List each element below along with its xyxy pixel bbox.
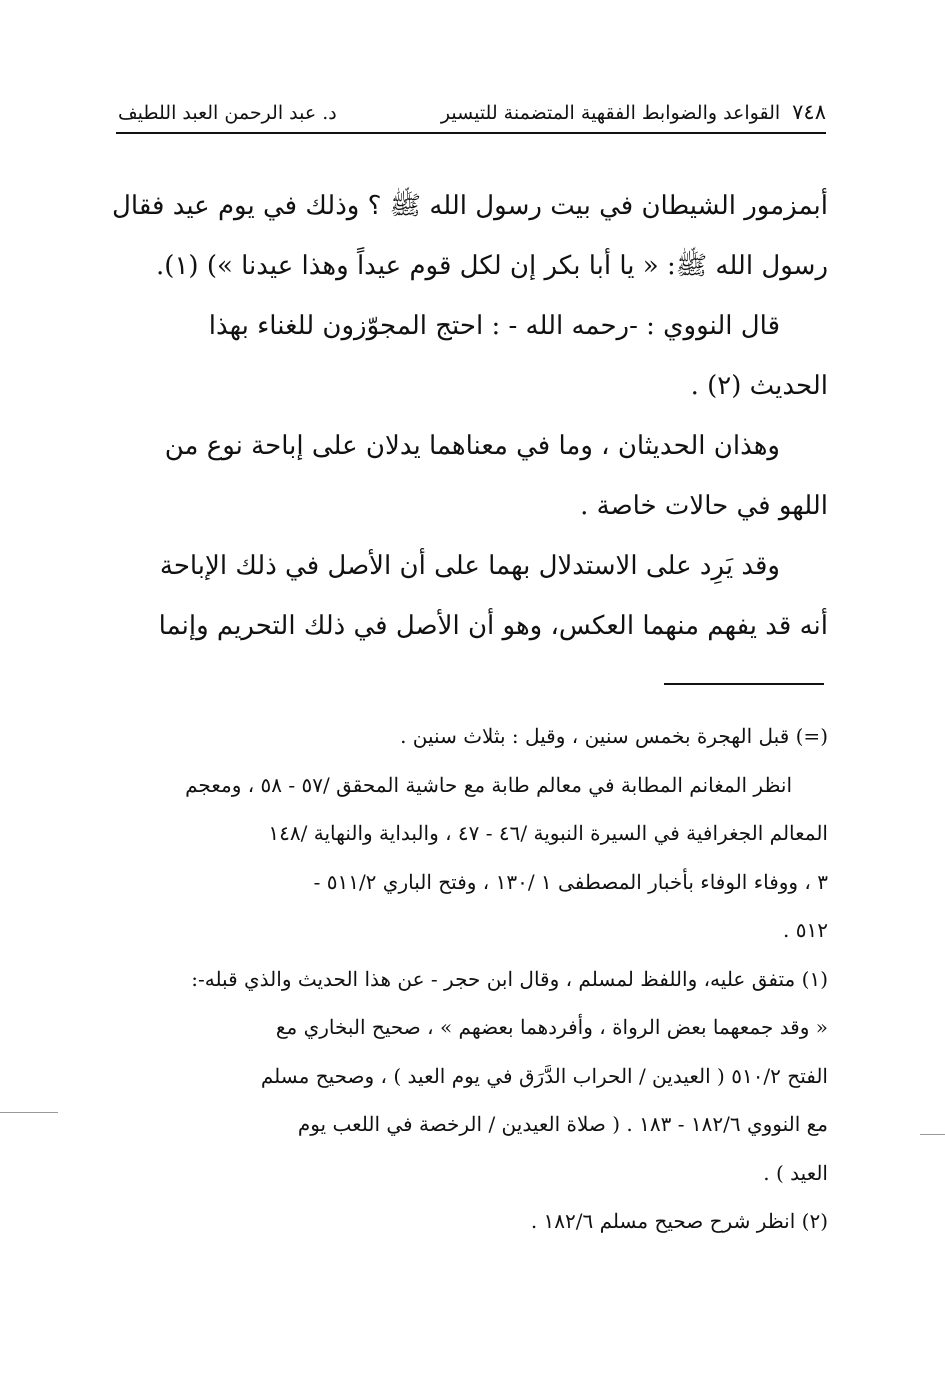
footnotes <box>112 712 828 1246</box>
footnote-line: (=) قبل الهجرة بخمس سنين ، وقيل : بثلاث سنين . <box>400 724 828 748</box>
footnote-line: ٥١٢ . <box>783 918 828 942</box>
footnote-line: « وقد جمعهما بعض الرواة ، وأفردهما بعضهم » ، صحيح البخاري مع <box>275 1015 828 1039</box>
footnote-line: (٢) انظر شرح صحيح مسلم ١٨٢/٦ . <box>530 1209 828 1233</box>
body-line: وهذان الحديثان ، وما في معناهما يدلان على إباحة نوع من <box>164 431 780 461</box>
header-rule <box>116 132 826 134</box>
body-line: الحديث (٢) . <box>690 371 828 401</box>
running-header <box>118 84 826 124</box>
body-line: اللهو في حالات خاصة . <box>580 491 828 521</box>
footnote-line: المعالم الجغرافية في السيرة النبوية /٤٦ - ٤٧ ، والبداية والنهاية /١٤٨ <box>268 821 828 845</box>
body-line: أنه قد يفهم منهما العكس، وهو أن الأصل في ذلك التحريم وإنما <box>158 611 828 641</box>
book-title: القواعد والضوابط الفقهية المتضمنة للتيسير <box>440 102 781 124</box>
body-line: وقد يَرِد على الاستدلال بهما على أن الأصل في ذلك الإباحة <box>159 551 780 581</box>
page-number: ٧٤٨ <box>792 100 826 124</box>
footnote-line: العيد ) . <box>763 1160 828 1185</box>
author-name: د. عبد الرحمن العبد اللطيف <box>118 102 337 124</box>
body-line: قال النووي : -رحمه الله - : احتج المجوّزون للغناء بهذا <box>208 311 780 341</box>
footnote-line: الفتح ٥١٠/٢ ( العيدين / الحراب الدَّرَق في يوم العيد ) ، وصحيح مسلم <box>260 1063 828 1088</box>
footnote-line: انظر المغانم المطابة في معالم طابة مع حاشية المحقق /٥٧ - ٥٨ ، ومعجم <box>185 772 792 797</box>
scan-artifact <box>920 1134 945 1135</box>
body-line: رسول الله ﷺ: « يا أبا بكر إن لكل قوم عيداً وهذا عيدنا ») (١). <box>156 251 828 281</box>
body-line: أبمزمور الشيطان في بيت رسول الله ﷺ ؟ وذلك في يوم عيد فقال <box>112 191 828 221</box>
scan-artifact <box>0 1112 58 1113</box>
footnote-line: ٣ ، ووفاء الوفاء بأخبار المصطفى ١ /١٣٠ ، وفتح الباري ٥١١/٢ - <box>313 869 828 894</box>
footnote-line: مع النووي ١٨٢/٦ - ١٨٣ . ( صلاة العيدين / الرخصة في اللعب يوم <box>297 1112 828 1136</box>
footnote-line: (١) متفق عليه، واللفظ لمسلم ، وقال ابن حجر - عن هذا الحديث والذي قبله-: <box>191 966 828 991</box>
main-text <box>112 176 828 656</box>
footnote-separator <box>664 683 824 685</box>
